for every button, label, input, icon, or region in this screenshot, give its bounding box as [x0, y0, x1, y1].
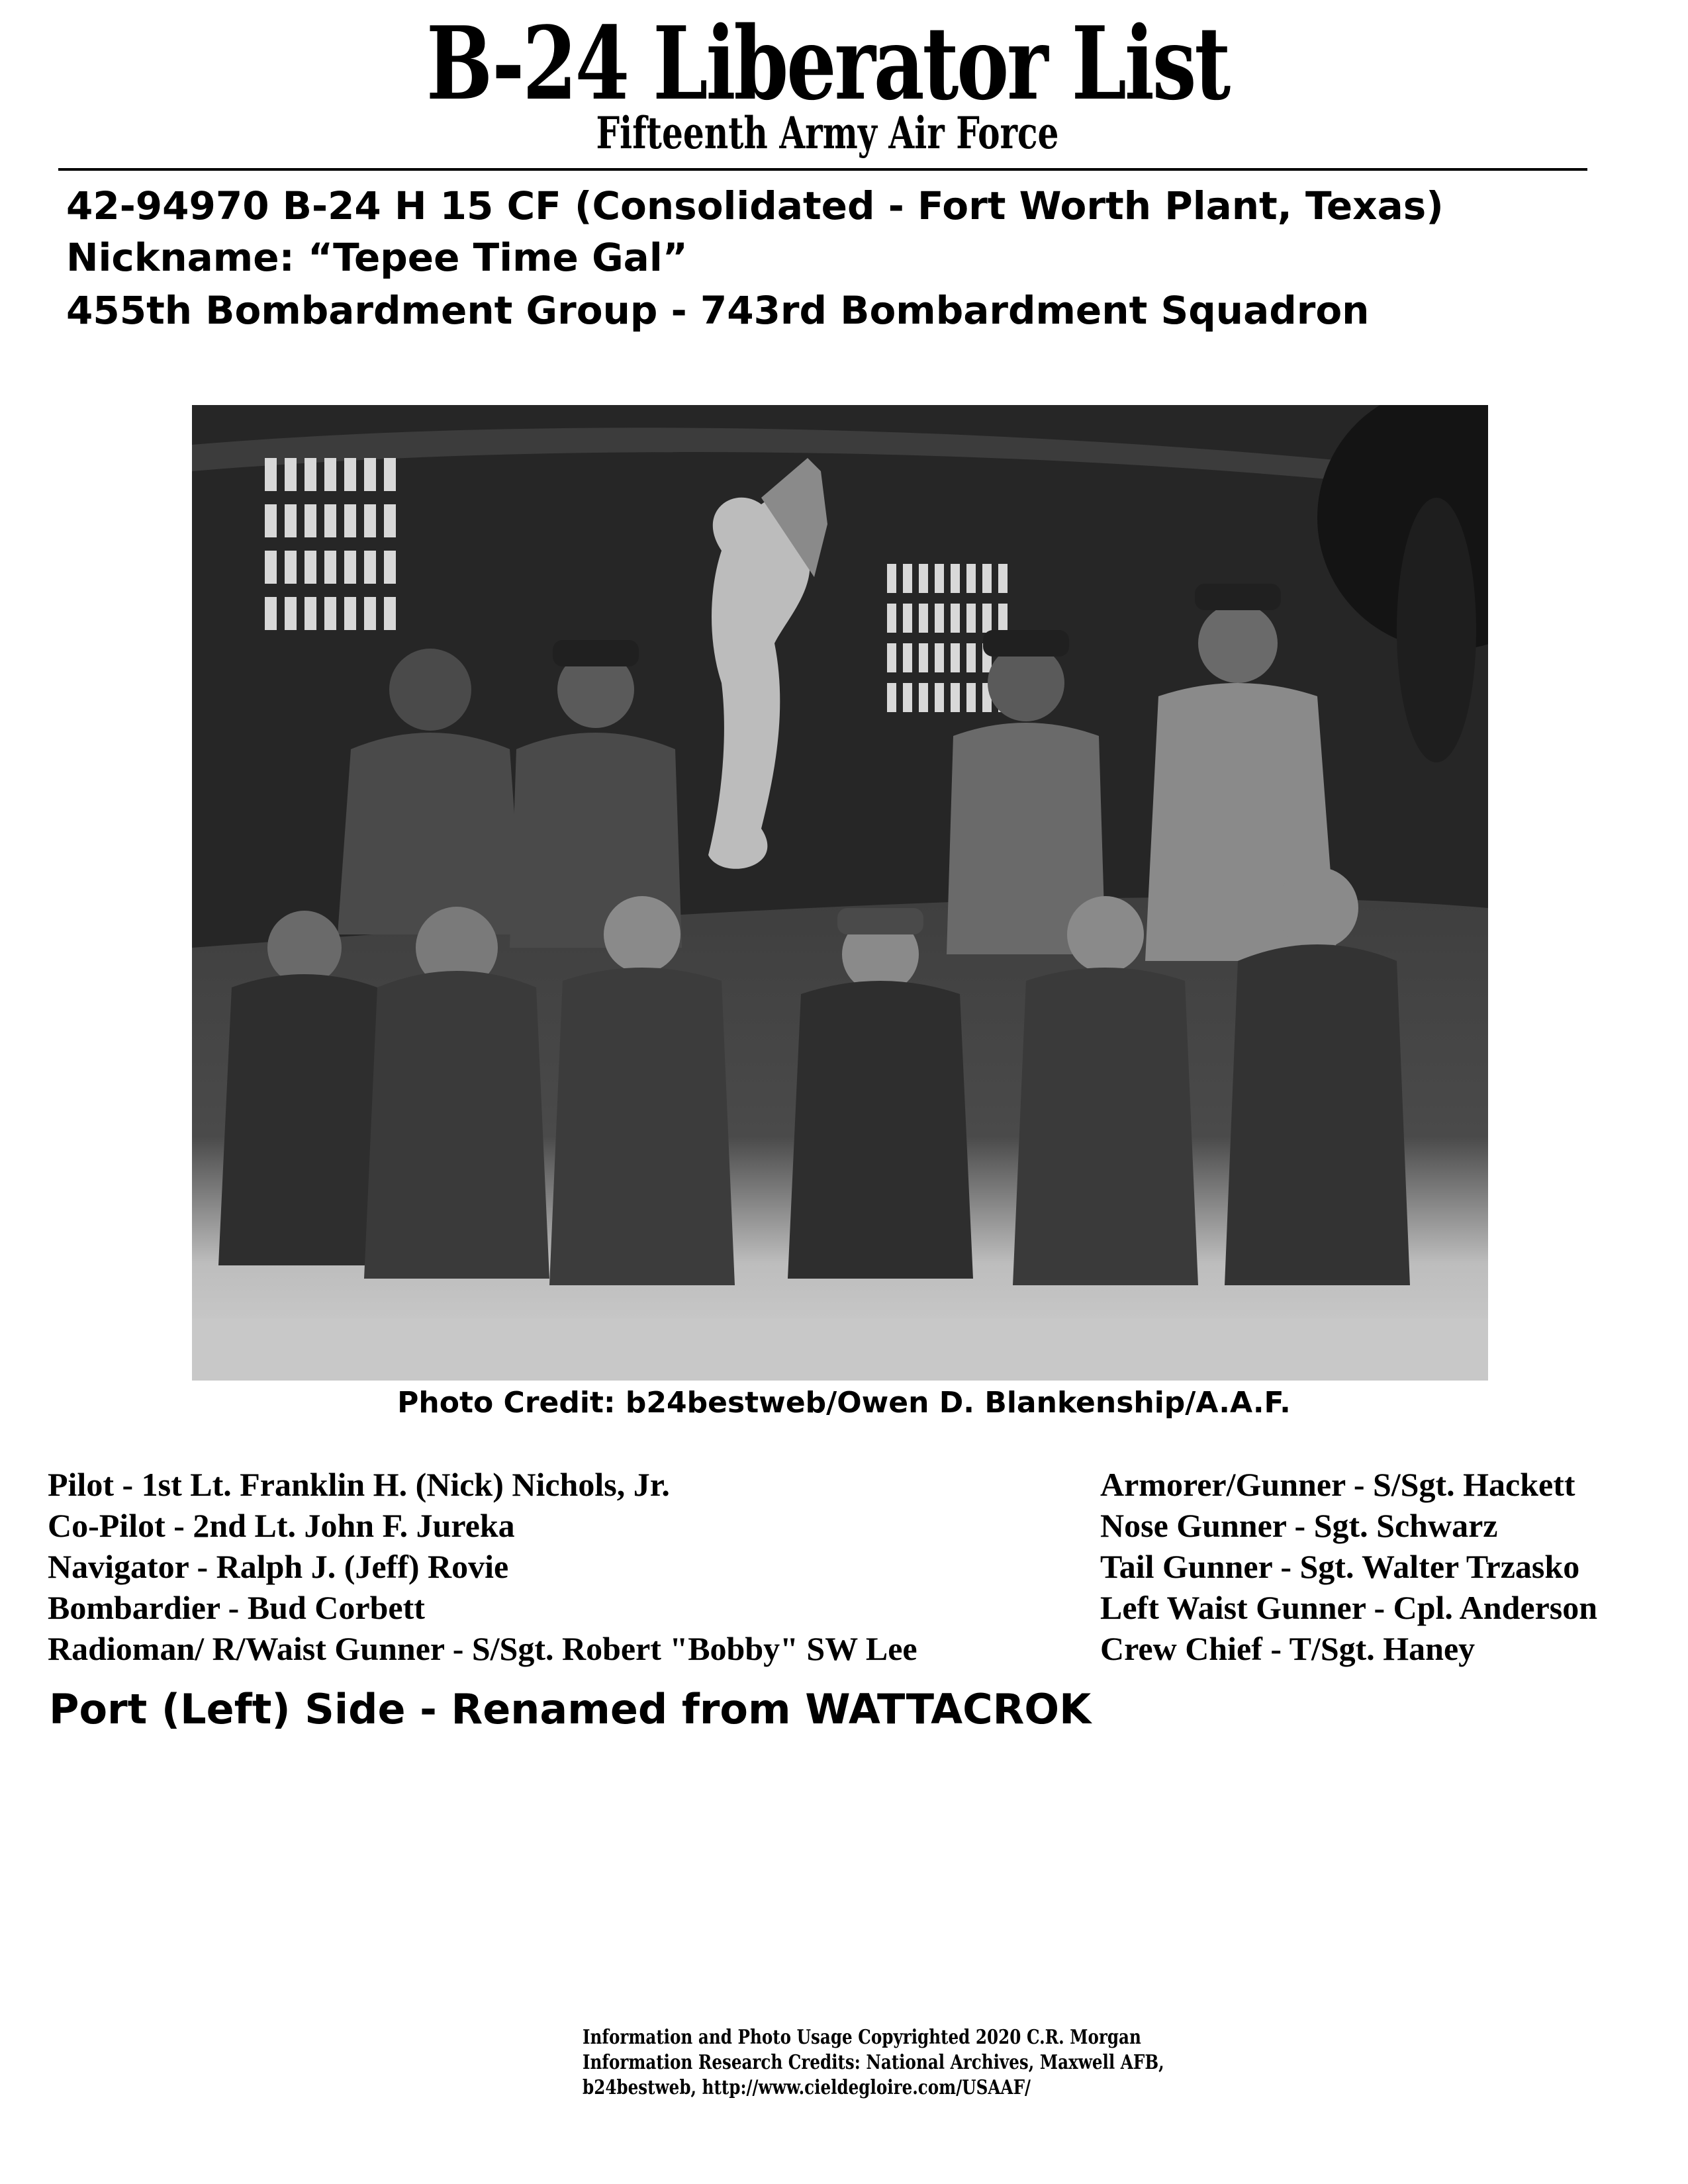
- crew-photo: [192, 405, 1488, 1381]
- footer-line: Information Research Credits: National Archives, Maxwell AFB,: [583, 2051, 1164, 2074]
- aircraft-unit-line: 455th Bombardment Group - 743rd Bombardment Squadron: [66, 288, 1370, 333]
- footer-credits: [583, 2025, 1164, 2101]
- aircraft-serial-line: 42-94970 B-24 H 15 CF (Consolidated - Fort Worth Plant, Texas): [66, 183, 1444, 228]
- crew-member: Armorer/Gunner - S/Sgt. Hackett: [1100, 1466, 1575, 1503]
- page-subtitle: Fifteenth Army Air Force: [596, 107, 1059, 159]
- crew-member: Left Waist Gunner - Cpl. Anderson: [1100, 1589, 1598, 1626]
- crew-member: Nose Gunner - Sgt. Schwarz: [1100, 1507, 1498, 1544]
- aircraft-nickname-line: Nickname: “Tepee Time Gal”: [66, 235, 688, 280]
- crew-member: Radioman/ R/Waist Gunner - S/Sgt. Robert "Bobby" SW Lee: [48, 1630, 917, 1667]
- header-divider: [58, 168, 1587, 171]
- crew-member: Tail Gunner - Sgt. Walter Trzasko: [1100, 1548, 1580, 1585]
- crew-member: Pilot - 1st Lt. Franklin H. (Nick) Nichols, Jr.: [48, 1466, 670, 1503]
- side-note: Port (Left) Side - Renamed from WATTACROK: [49, 1685, 1092, 1733]
- crew-member: Bombardier - Bud Corbett: [48, 1589, 425, 1626]
- crew-photo-illustration: [192, 405, 1488, 1381]
- footer-line: Information and Photo Usage Copyrighted 2020 C.R. Morgan: [583, 2026, 1141, 2049]
- page-title: B-24 Liberator List: [426, 4, 1229, 122]
- crew-member: Navigator - Ralph J. (Jeff) Rovie: [48, 1548, 509, 1585]
- crew-list-left: [48, 1464, 917, 1669]
- crew-member: Crew Chief - T/Sgt. Haney: [1100, 1630, 1476, 1667]
- photo-credit: Photo Credit: b24bestweb/Owen D. Blankenship/A.A.F.: [397, 1386, 1291, 1420]
- footer-line: b24bestweb, http://www.cieldegloire.com/USAAF/: [583, 2076, 1031, 2099]
- crew-list-right: [1100, 1464, 1597, 1669]
- crew-member: Co-Pilot - 2nd Lt. John F. Jureka: [48, 1507, 515, 1544]
